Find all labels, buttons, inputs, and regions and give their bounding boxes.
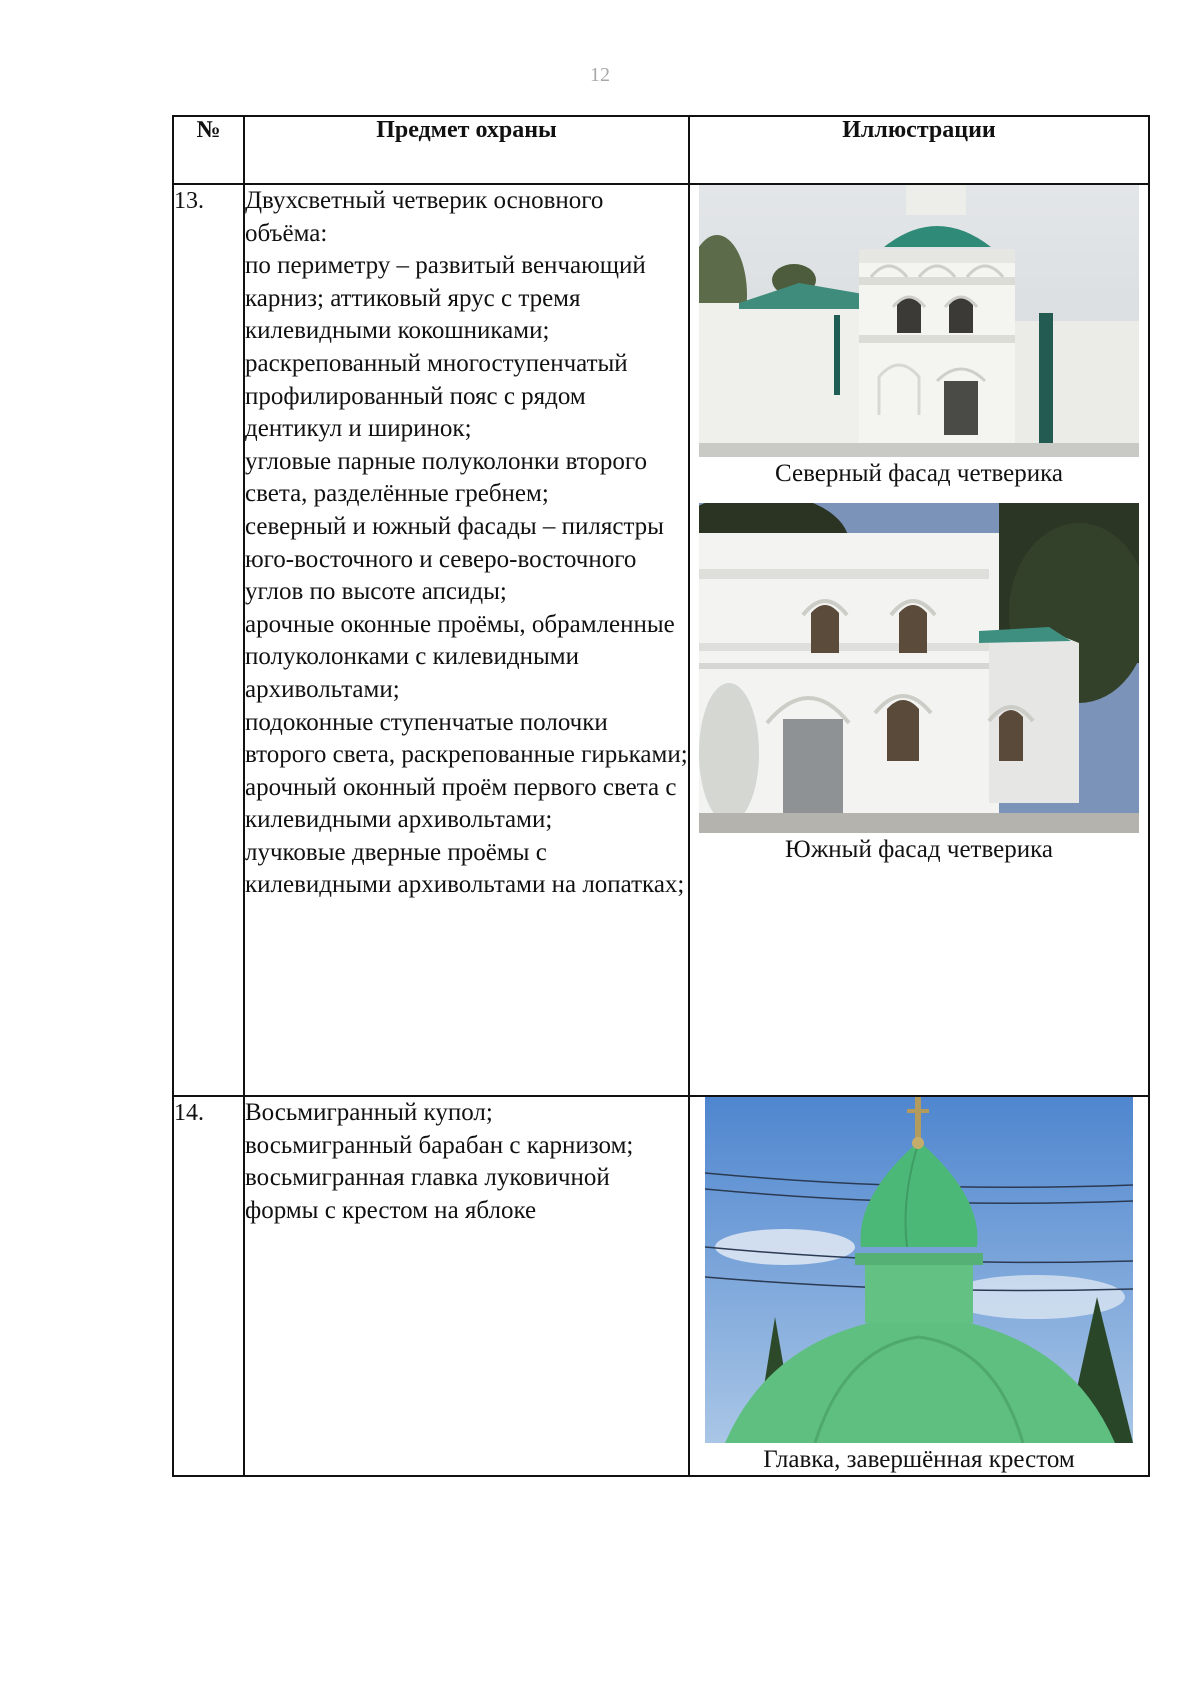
header-illustrations: Иллюстрации: [689, 116, 1149, 184]
figure-north-facade: [690, 185, 1148, 489]
subject-line: арочные оконные проёмы, обрамленные полуколонками с килевидными архивольтами;: [245, 610, 675, 703]
table-header-row: [173, 116, 1149, 184]
figure-south-facade: [690, 503, 1148, 865]
north-facade-photo: [699, 185, 1139, 457]
south-facade-photo: [699, 503, 1139, 833]
subject-line: арочный оконный проём первого света с килевидными архивольтами;: [245, 773, 677, 834]
table-row: [173, 184, 1149, 1096]
subject-line: лучковые дверные проёмы с килевидными архивольтами на лопатках;: [245, 838, 685, 899]
table-row: [173, 1096, 1149, 1476]
figure-dome: [690, 1097, 1148, 1475]
subject-line: подоконные ступенчатые полочки второго света, раскрепованные гирьками;: [245, 708, 688, 769]
photo-caption: Главка, завершённая крестом: [763, 1446, 1075, 1473]
illustrations-cell: [689, 184, 1149, 1096]
subject-line: Двухсветный четверик основного объёма:: [245, 187, 604, 247]
subject-line: северный и южный фасады – пилястры юго-восточного и северо-восточного углов по высоте апсиды;: [245, 512, 664, 606]
subject-line: угловые парные полуколонки второго света, разделённые гребнем;: [245, 447, 648, 508]
subject-cell: [244, 1096, 689, 1476]
illustrations-cell: [689, 1096, 1149, 1476]
photo-caption: Северный фасад четверика: [775, 460, 1063, 487]
subject-line: Восьмигранный купол;: [245, 1099, 493, 1126]
photo-caption: Южный фасад четверика: [785, 836, 1053, 863]
dome-photo: [705, 1097, 1133, 1443]
row-number: 13.: [173, 184, 244, 1096]
header-number: №: [173, 116, 244, 184]
protection-subject-table: [172, 115, 1150, 1477]
subject-line: по периметру – развитый венчающий карниз; аттиковый ярус с тремя килевидными кокошниками; раскрепованный многоступенчатый профилированный пояс с рядом дентикул и ширинок;: [245, 252, 646, 443]
subject-line: восьмигранный барабан с карнизом; восьмигранная главка луковичной формы с крестом на яблоке: [245, 1131, 634, 1224]
header-subject: Предмет охраны: [244, 116, 689, 184]
page-number: 12: [590, 64, 610, 86]
row-number: 14.: [173, 1096, 244, 1476]
subject-cell: [244, 184, 689, 1096]
